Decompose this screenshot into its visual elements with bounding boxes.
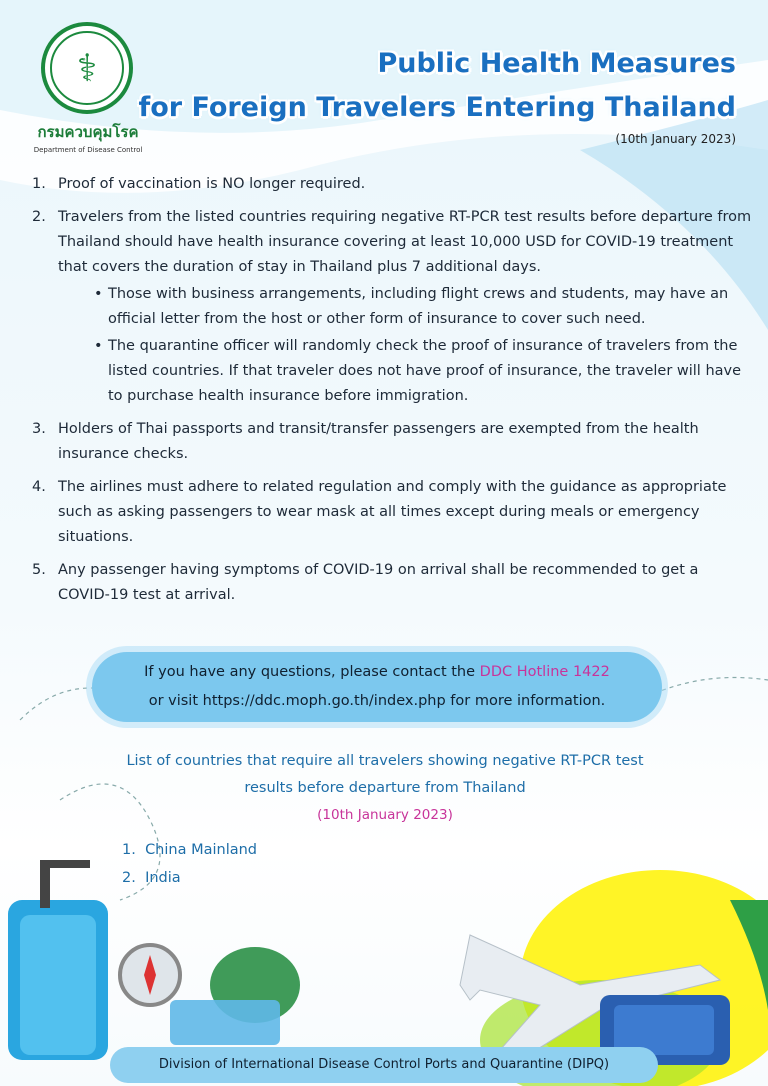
contact-banner <box>92 652 662 722</box>
contact-line-1: If you have any questions, please contact the <box>144 664 480 680</box>
title-line-2: for Foreign Travelers Entering Thailand <box>138 92 736 123</box>
country-list-heading: List of countries that require all travelers showing negative RT-PCR test results before departure from Thailand (10th January 2023) <box>80 748 690 829</box>
measure-item: 1. Proof of vaccination is NO longer required. <box>32 176 366 192</box>
ministry-seal-icon: ⚕ <box>41 22 133 114</box>
country-list <box>122 836 257 892</box>
footer-banner: Division of International Disease Control Ports and Quarantine (DIPQ) <box>110 1047 658 1083</box>
measures-list <box>32 172 752 616</box>
measure-item: 5. Any passenger having symptoms of COVID-19 on arrival shall be recommended to get a COVID-19 test at arrival. <box>32 562 699 603</box>
title-line-1: Public Health Measures <box>377 48 736 79</box>
list-item: 1. China Mainland <box>122 842 258 858</box>
measure-subitem: • Those with business arrangements, including flight crews and students, may have an official letter from the host or other form of insurance to cover such need. <box>94 286 729 327</box>
measure-item: 4. The airlines must adhere to related regulation and comply with the guidance as appropriate such as asking passengers to wear mask at all times except during meals or emergency situations. <box>32 479 727 545</box>
logo-thai-name: กรมควบคุมโรค <box>37 123 139 141</box>
contact-line-2[interactable]: or visit https://ddc.moph.go.th/index.php for more information. <box>148 693 606 709</box>
logo-english-name: Department of Disease Control <box>33 146 143 154</box>
measure-item: 2. Travelers from the listed countries requiring negative RT-PCR test results before departure from Thailand should have health insurance covering at least 10,000 USD for COVID-19 treatment that covers the duration of stay in Thailand plus 7 additional days. <box>32 209 752 275</box>
measure-subitem: • The quarantine officer will randomly check the proof of insurance of travelers from the listed countries. If that traveler does not have proof of insurance, the traveler will have to purchase health insurance before immigration. <box>94 338 742 404</box>
page-title <box>138 42 736 146</box>
list-item: 2. India <box>122 870 181 886</box>
title-date: (10th January 2023) <box>615 132 736 146</box>
country-list-date: (10th January 2023) <box>317 807 453 823</box>
measure-item: 3. Holders of Thai passports and transit/transfer passengers are exempted from the health insurance checks. <box>32 421 699 462</box>
ddc-logo <box>28 22 148 154</box>
hotline-number[interactable]: DDC Hotline 1422 <box>479 664 610 680</box>
